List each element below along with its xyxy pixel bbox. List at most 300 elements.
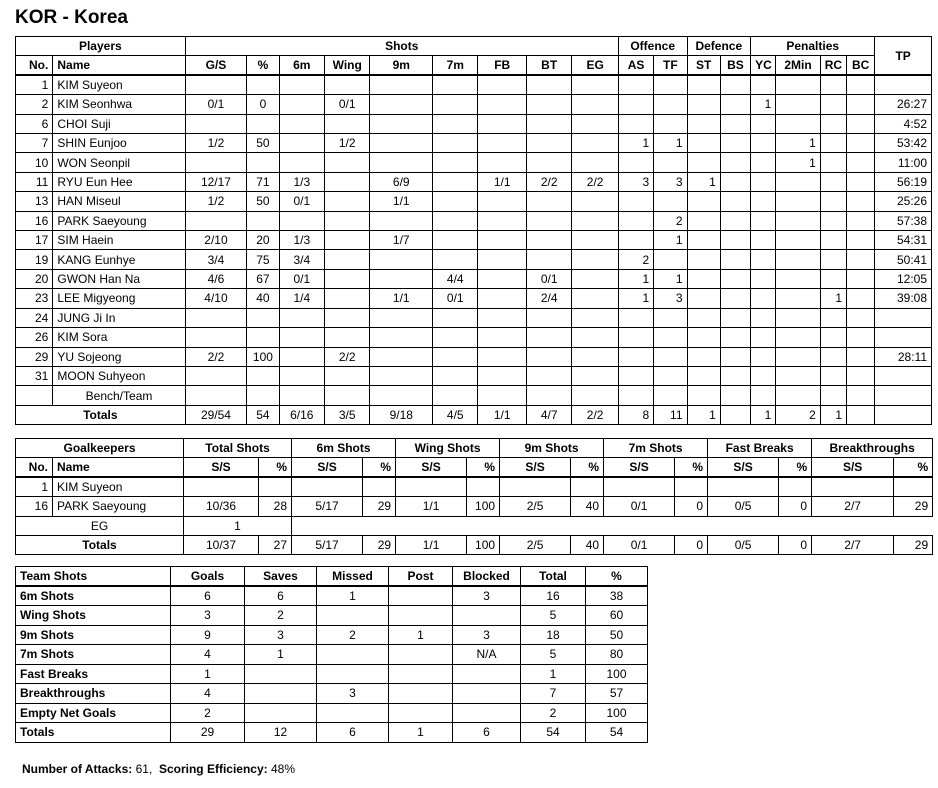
gk-pct-header: % xyxy=(259,458,292,477)
stat-cell xyxy=(687,211,720,230)
stat-cell xyxy=(433,308,478,327)
gk-totals-cell: 2/5 xyxy=(500,535,571,554)
stat-cell xyxy=(572,192,618,211)
stat-cell xyxy=(325,114,370,133)
stat-cell: 1/4 xyxy=(279,289,324,308)
team-row-label: Totals xyxy=(16,723,171,743)
column-header: 2Min xyxy=(776,56,820,75)
stat-cell: 1 xyxy=(776,134,820,153)
team-stat-cell: 2 xyxy=(521,703,586,723)
player-name: HAN Miseul xyxy=(53,192,185,211)
stat-cell: 0/1 xyxy=(526,269,571,288)
gk-stat-cell: 1/1 xyxy=(396,497,467,516)
team-stat-cell: 12 xyxy=(245,723,317,743)
players-table xyxy=(15,36,932,425)
totals-cell: 29/54 xyxy=(185,405,247,424)
stat-cell: 1 xyxy=(618,269,653,288)
goalkeepers-sub-headers xyxy=(16,458,933,477)
stat-cell xyxy=(687,231,720,250)
stat-cell xyxy=(847,172,875,191)
stat-cell xyxy=(526,366,571,385)
stat-cell xyxy=(720,172,750,191)
stat-cell xyxy=(478,231,526,250)
gk-totals-cell: 29 xyxy=(894,535,933,554)
player-row xyxy=(16,308,932,327)
stat-cell xyxy=(433,328,478,347)
stat-cell xyxy=(478,192,526,211)
stat-cell: 4:52 xyxy=(875,114,932,133)
stat-cell xyxy=(618,95,653,114)
player-number: 16 xyxy=(16,211,53,230)
stat-cell xyxy=(370,347,433,366)
player-number: 17 xyxy=(16,231,53,250)
team-stat-cell: 4 xyxy=(171,645,245,665)
stat-cell: 28:11 xyxy=(875,347,932,366)
stat-cell xyxy=(478,153,526,172)
team-shots-row xyxy=(16,664,648,684)
gk-pct-header: % xyxy=(571,458,604,477)
stat-cell xyxy=(820,308,846,327)
stat-cell: 25:26 xyxy=(875,192,932,211)
stat-cell xyxy=(687,366,720,385)
stat-cell xyxy=(433,153,478,172)
totals-cell xyxy=(875,405,932,424)
stat-cell xyxy=(820,231,846,250)
stat-cell xyxy=(687,114,720,133)
stat-cell xyxy=(618,328,653,347)
stat-cell xyxy=(720,95,750,114)
stat-cell xyxy=(433,95,478,114)
player-row xyxy=(16,114,932,133)
stat-cell: 26:27 xyxy=(875,95,932,114)
stat-cell xyxy=(247,328,279,347)
team-column-header: Saves xyxy=(245,567,317,587)
stat-cell xyxy=(820,95,846,114)
stat-cell xyxy=(325,153,370,172)
gk-totals-cell: 27 xyxy=(259,535,292,554)
stat-cell: 1 xyxy=(618,289,653,308)
stat-cell xyxy=(279,95,324,114)
column-header: Name xyxy=(53,56,185,75)
gk-ss-header: S/S xyxy=(500,458,571,477)
gk-totals-cell: 0 xyxy=(779,535,812,554)
team-stat-cell: 4 xyxy=(171,684,245,704)
stat-cell xyxy=(279,75,324,94)
stat-cell xyxy=(720,269,750,288)
gk-name: KIM Suyeon xyxy=(53,477,184,496)
stat-cell xyxy=(847,366,875,385)
gk-stat-cell: 0 xyxy=(779,497,812,516)
stat-cell xyxy=(572,308,618,327)
stat-cell xyxy=(185,211,247,230)
team-stat-cell: 100 xyxy=(586,703,648,723)
stat-cell: 1 xyxy=(776,153,820,172)
gk-stat-cell xyxy=(708,477,779,496)
stat-cell xyxy=(526,192,571,211)
stat-cell xyxy=(370,366,433,385)
gk-group-header: 7m Shots xyxy=(604,439,708,458)
team-row-label: Wing Shots xyxy=(16,606,171,626)
gk-totals-cell: 10/37 xyxy=(184,535,259,554)
stat-cell: 0/1 xyxy=(433,289,478,308)
stat-cell: 1/3 xyxy=(279,172,324,191)
stat-cell: 20 xyxy=(247,231,279,250)
shots-group-header: Shots xyxy=(185,37,618,56)
stat-cell xyxy=(526,231,571,250)
gk-group-header: Fast Breaks xyxy=(708,439,812,458)
team-stat-cell xyxy=(317,606,389,626)
gk-stat-cell: 0/5 xyxy=(708,497,779,516)
gk-ss-header: S/S xyxy=(184,458,259,477)
totals-cell xyxy=(847,405,875,424)
player-name: LEE Migyeong xyxy=(53,289,185,308)
team-stat-cell xyxy=(317,703,389,723)
stat-cell xyxy=(820,153,846,172)
team-stat-cell: 5 xyxy=(521,606,586,626)
gk-stat-cell: 100 xyxy=(467,497,500,516)
players-body xyxy=(16,75,932,424)
stat-cell xyxy=(526,308,571,327)
gk-stat-cell xyxy=(894,477,933,496)
penalties-group-header: Penalties xyxy=(751,37,875,56)
stat-cell xyxy=(433,366,478,385)
stat-cell xyxy=(720,308,750,327)
stat-cell: 3/4 xyxy=(279,250,324,269)
stat-cell xyxy=(751,366,776,385)
team-shots-row xyxy=(16,684,648,704)
stat-cell: 1 xyxy=(654,134,687,153)
gk-pct-header: % xyxy=(363,458,396,477)
stat-cell: 67 xyxy=(247,269,279,288)
stat-cell xyxy=(433,211,478,230)
column-header: G/S xyxy=(185,56,247,75)
stat-cell: 2 xyxy=(618,250,653,269)
team-stat-cell: 3 xyxy=(171,606,245,626)
team-stat-cell: 57 xyxy=(586,684,648,704)
column-header: No. xyxy=(16,56,53,75)
stat-cell: 4/4 xyxy=(433,269,478,288)
stat-cell xyxy=(478,211,526,230)
stat-cell xyxy=(370,328,433,347)
stat-cell: 39:08 xyxy=(875,289,932,308)
stat-cell xyxy=(618,347,653,366)
stat-cell xyxy=(572,134,618,153)
stat-cell xyxy=(687,153,720,172)
gk-pct-header: % xyxy=(467,458,500,477)
stat-cell xyxy=(279,153,324,172)
stat-cell: 0/1 xyxy=(279,269,324,288)
goalkeepers-body xyxy=(16,477,933,555)
stat-cell xyxy=(776,211,820,230)
stat-cell xyxy=(526,153,571,172)
team-stat-cell: 18 xyxy=(521,625,586,645)
player-name: PARK Saeyoung xyxy=(53,211,185,230)
stat-cell xyxy=(325,192,370,211)
stat-cell xyxy=(478,95,526,114)
team-stat-cell: 3 xyxy=(453,625,521,645)
stat-cell xyxy=(776,269,820,288)
stat-cell xyxy=(478,289,526,308)
stat-cell xyxy=(526,75,571,94)
stat-cell xyxy=(185,308,247,327)
team-row-label: Fast Breaks xyxy=(16,664,171,684)
gk-pct-header: % xyxy=(675,458,708,477)
stat-cell xyxy=(654,75,687,94)
stat-cell xyxy=(776,192,820,211)
stat-cell xyxy=(618,366,653,385)
stat-cell xyxy=(820,269,846,288)
stat-cell: 40 xyxy=(247,289,279,308)
team-stat-cell: 1 xyxy=(389,625,453,645)
stat-cell xyxy=(325,269,370,288)
stat-cell: 100 xyxy=(247,347,279,366)
stat-cell xyxy=(279,114,324,133)
stat-cell xyxy=(847,347,875,366)
player-row xyxy=(16,250,932,269)
player-name: JUNG Ji In xyxy=(53,308,185,327)
stat-cell xyxy=(751,269,776,288)
column-header: RC xyxy=(820,56,846,75)
stat-cell: 75 xyxy=(247,250,279,269)
gk-stat-cell: 28 xyxy=(259,497,292,516)
team-stat-cell: 9 xyxy=(171,625,245,645)
gk-totals-cell: 40 xyxy=(571,535,604,554)
gk-totals-cell: 2/7 xyxy=(812,535,894,554)
stat-cell xyxy=(875,75,932,94)
team-stat-cell: 7 xyxy=(521,684,586,704)
stat-cell xyxy=(654,347,687,366)
players-column-headers xyxy=(16,56,932,75)
stat-cell: 1 xyxy=(654,231,687,250)
stat-cell xyxy=(654,328,687,347)
stat-cell xyxy=(654,308,687,327)
stat-cell xyxy=(720,153,750,172)
team-shots-row xyxy=(16,606,648,626)
team-stat-cell: 3 xyxy=(453,586,521,606)
column-header: BT xyxy=(526,56,571,75)
stat-cell xyxy=(751,114,776,133)
stat-cell xyxy=(279,134,324,153)
player-name: RYU Eun Hee xyxy=(53,172,185,191)
team-stat-cell: 38 xyxy=(586,586,648,606)
gk-stat-cell: 40 xyxy=(571,497,604,516)
gk-ss-header: S/S xyxy=(292,458,363,477)
totals-cell: 1/1 xyxy=(478,405,526,424)
stat-cell xyxy=(776,114,820,133)
team-shots-row xyxy=(16,703,648,723)
team-stat-cell: 2 xyxy=(317,625,389,645)
bench-row xyxy=(16,386,932,405)
gk-stat-cell: 0/1 xyxy=(604,497,675,516)
stat-cell xyxy=(720,75,750,94)
gk-stat-cell xyxy=(467,477,500,496)
team-stat-cell xyxy=(389,586,453,606)
stat-cell xyxy=(654,114,687,133)
stat-cell xyxy=(720,192,750,211)
gk-ss-header: S/S xyxy=(604,458,675,477)
stat-cell xyxy=(618,153,653,172)
team-stat-cell: 2 xyxy=(171,703,245,723)
stat-cell xyxy=(654,366,687,385)
team-stat-cell xyxy=(389,606,453,626)
team-stat-cell xyxy=(453,664,521,684)
efficiency-value: 48% xyxy=(271,762,296,776)
stat-cell xyxy=(847,192,875,211)
player-row xyxy=(16,211,932,230)
stat-cell: 2 xyxy=(654,211,687,230)
stat-cell xyxy=(526,134,571,153)
column-header: TF xyxy=(654,56,687,75)
stat-cell xyxy=(572,289,618,308)
team-stat-cell xyxy=(389,664,453,684)
stat-cell: 0 xyxy=(247,95,279,114)
player-row xyxy=(16,366,932,385)
player-name: YU Sojeong xyxy=(53,347,185,366)
gk-pct-header: % xyxy=(779,458,812,477)
team-stat-cell: 54 xyxy=(521,723,586,743)
gk-pct-header: % xyxy=(894,458,933,477)
stat-cell xyxy=(751,231,776,250)
column-header: EG xyxy=(572,56,618,75)
team-row-label: Breakthroughs xyxy=(16,684,171,704)
team-shots-row xyxy=(16,645,648,665)
stat-cell xyxy=(847,95,875,114)
team-stat-cell: 1 xyxy=(245,645,317,665)
team-stat-cell: 5 xyxy=(521,645,586,665)
gk-ss-header: S/S xyxy=(708,458,779,477)
stat-cell xyxy=(247,366,279,385)
player-name: MOON Suhyeon xyxy=(53,366,185,385)
stat-cell xyxy=(751,211,776,230)
stat-cell xyxy=(370,134,433,153)
efficiency-label: Scoring Efficiency: xyxy=(158,762,268,776)
player-number: 29 xyxy=(16,347,53,366)
stat-cell xyxy=(370,211,433,230)
team-column-header: Goals xyxy=(171,567,245,587)
team-stat-cell: 80 xyxy=(586,645,648,665)
gk-eg-value: 1 xyxy=(184,516,292,535)
stat-cell xyxy=(478,308,526,327)
stat-cell: 1 xyxy=(618,134,653,153)
team-shots-table xyxy=(15,566,648,743)
team-stat-cell xyxy=(389,645,453,665)
stat-cell xyxy=(279,347,324,366)
stat-cell: 4/6 xyxy=(185,269,247,288)
stat-cell xyxy=(478,75,526,94)
team-stat-cell: 100 xyxy=(586,664,648,684)
gk-stat-cell xyxy=(812,477,894,496)
stat-cell xyxy=(370,114,433,133)
stat-cell xyxy=(370,75,433,94)
stat-cell xyxy=(325,328,370,347)
stat-cell xyxy=(720,250,750,269)
stat-cell xyxy=(279,308,324,327)
stat-cell xyxy=(820,328,846,347)
stat-cell xyxy=(526,114,571,133)
column-header: BC xyxy=(847,56,875,75)
gk-totals-row xyxy=(16,535,933,554)
stat-cell: 50 xyxy=(247,134,279,153)
gk-totals-cell: 0/5 xyxy=(708,535,779,554)
gk-totals-cell: 5/17 xyxy=(292,535,363,554)
stat-cell xyxy=(751,308,776,327)
player-number: 7 xyxy=(16,134,53,153)
stat-cell xyxy=(370,269,433,288)
stat-cell xyxy=(572,347,618,366)
team-row-label: 7m Shots xyxy=(16,645,171,665)
totals-cell: 9/18 xyxy=(370,405,433,424)
gk-stat-cell: 10/36 xyxy=(184,497,259,516)
stat-cell: 50:41 xyxy=(875,250,932,269)
stat-cell xyxy=(751,75,776,94)
stat-cell xyxy=(370,250,433,269)
stat-cell xyxy=(433,75,478,94)
stat-cell: 1/3 xyxy=(279,231,324,250)
stat-cell xyxy=(751,172,776,191)
totals-cell: 4/5 xyxy=(433,405,478,424)
team-stat-cell: 1 xyxy=(389,723,453,743)
stat-cell xyxy=(572,75,618,94)
stat-cell xyxy=(618,231,653,250)
stat-cell xyxy=(776,75,820,94)
gk-group-header: Total Shots xyxy=(184,439,292,458)
gk-stat-cell xyxy=(571,477,604,496)
player-number: 31 xyxy=(16,366,53,385)
team-stat-cell: 1 xyxy=(521,664,586,684)
player-number: 19 xyxy=(16,250,53,269)
totals-cell: 4/7 xyxy=(526,405,571,424)
stat-cell xyxy=(572,211,618,230)
stat-cell xyxy=(687,289,720,308)
stat-cell xyxy=(820,250,846,269)
totals-cell xyxy=(720,405,750,424)
players-totals-row xyxy=(16,405,932,424)
stat-cell xyxy=(185,114,247,133)
stat-cell xyxy=(687,250,720,269)
team-stat-cell xyxy=(245,703,317,723)
team-stat-cell xyxy=(245,664,317,684)
totals-cell: 1 xyxy=(820,405,846,424)
stat-cell: 12:05 xyxy=(875,269,932,288)
gk-number: 1 xyxy=(16,477,53,496)
team-column-header: Team Shots xyxy=(16,567,171,587)
player-name: KIM Seonhwa xyxy=(53,95,185,114)
column-header: ST xyxy=(687,56,720,75)
stat-cell xyxy=(776,172,820,191)
stat-cell xyxy=(720,114,750,133)
stat-cell xyxy=(572,95,618,114)
stat-cell xyxy=(654,192,687,211)
gk-group-header: Breakthroughs xyxy=(812,439,933,458)
stat-cell xyxy=(820,347,846,366)
page-title: KOR - Korea xyxy=(15,7,128,28)
stat-cell xyxy=(433,114,478,133)
stat-cell: 57:38 xyxy=(875,211,932,230)
totals-cell: 6/16 xyxy=(279,405,324,424)
totals-cell: 54 xyxy=(247,405,279,424)
gk-group-header: 9m Shots xyxy=(500,439,604,458)
player-name: WON Seonpil xyxy=(53,153,185,172)
stat-cell xyxy=(618,308,653,327)
stat-cell xyxy=(875,366,932,385)
gk-totals-cell: 1/1 xyxy=(396,535,467,554)
gk-stat-cell xyxy=(259,477,292,496)
team-row-label: Empty Net Goals xyxy=(16,703,171,723)
stat-cell xyxy=(433,231,478,250)
totals-label: Totals xyxy=(16,405,186,424)
column-header: FB xyxy=(478,56,526,75)
gk-totals-cell: 100 xyxy=(467,535,500,554)
